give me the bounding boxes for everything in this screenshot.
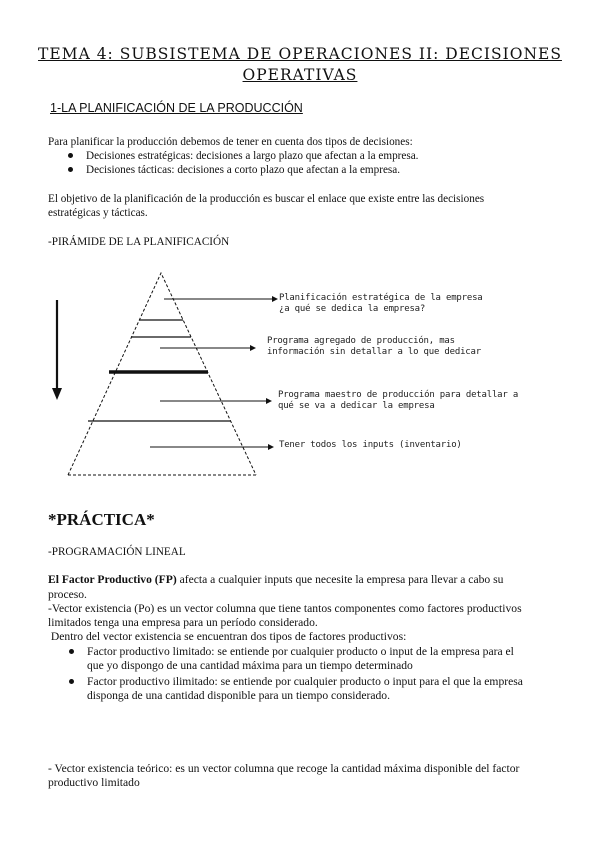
pyramid-label: Tener todos los inputs (inventario) <box>279 440 462 450</box>
down-arrow-head-icon <box>52 388 62 400</box>
pyramid-heading: -PIRÁMIDE DE LA PLANIFICACIÓN <box>48 236 230 248</box>
dentro-paragraph: Dentro del vector existencia se encuentran dos tipos de factores productivos: <box>48 630 407 643</box>
list-item: Decisiones estratégicas: decisiones a largo plazo que afectan a la empresa. <box>86 149 418 163</box>
list-item: Decisiones tácticas: decisiones a corto plazo que afectan a la empresa. <box>86 163 400 177</box>
teorico-paragraph-line2: productivo limitado <box>48 776 140 789</box>
arrowhead-icon <box>272 296 278 302</box>
pyramid-label: Programa agregado de producción, mas información sin detallar a lo que dedicar <box>267 336 481 357</box>
intro-paragraph: Para planificar la producción debemos de tener en cuenta dos tipos de decisiones: <box>48 136 413 148</box>
programacion-heading: -PROGRAMACIÓN LINEAL <box>48 546 186 558</box>
factor-paragraph-line2: proceso. <box>48 588 87 601</box>
arrowhead-icon <box>250 345 256 351</box>
list-item: Factor productivo limitado: se entiende por cualquier producto o input de la empresa para el que yo dispongo de una cantidad máxima para un tiempo determinado <box>87 645 514 673</box>
pyramid-label: Programa maestro de producción para detallar a qué se va a dedicar la empresa <box>278 390 519 411</box>
objective-paragraph-line2: estratégicas y tácticas. <box>48 207 148 219</box>
vector-paragraph-line1: -Vector existencia (Po) es un vector columna que tiene tantos componentes como factores productivos <box>48 602 522 615</box>
page-title: TEMA 4: SUBSISTEMA DE OPERACIONES II: DECISIONES <box>38 45 562 63</box>
arrowhead-icon <box>268 444 274 450</box>
pyramid-label: Planificación estratégica de la empresa ¿a qué se dedica la empresa? <box>279 293 483 314</box>
section-heading-planificacion: 1-LA PLANIFICACIÓN DE LA PRODUCCIÓN <box>50 101 303 115</box>
pyramid-outline <box>68 273 256 475</box>
factor-paragraph-line1: El Factor Productivo (FP) afecta a cualquier inputs que necesite la empresa para llevar a cabo su <box>48 573 504 586</box>
list-item: Factor productivo ilimitado: se entiende por cualquier producto o input para el que la empresa disponga de una cantidad disponible para un tiempo considerado. <box>87 675 523 703</box>
vector-paragraph-line2: limitados tenga una empresa para un período considerado. <box>48 616 318 629</box>
practica-heading: *PRÁCTICA* <box>48 510 155 529</box>
teorico-paragraph-line1: - Vector existencia teórico: es un vector columna que recoge la cantidad máxima disponible del factor <box>48 762 520 775</box>
factor-term: El Factor Productivo (FP) <box>48 573 177 586</box>
page-title-line2: OPERATIVAS <box>242 66 358 84</box>
bullet-dot-icon <box>69 649 74 654</box>
bullet-dot-icon <box>69 679 74 684</box>
arrowhead-icon <box>266 398 272 404</box>
objective-paragraph-line1: El objetivo de la planificación de la producción es buscar el enlace que existe entre las decisiones <box>48 193 485 205</box>
